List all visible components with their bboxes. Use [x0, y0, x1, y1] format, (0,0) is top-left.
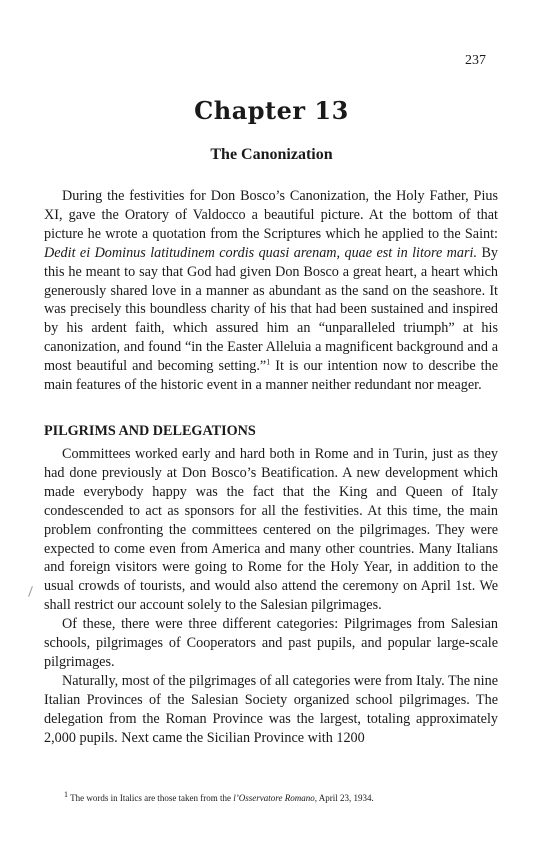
section-paragraph: Committees worked early and hard both in Rome and in Turin, just as they had done previously at Don Bosco’s Beatification. A new development which made everybody happy was the fact that the King and Queen of Italy condescended to act as sponsors for all the festivities. At this time, the main problem confronting the committees centered on the pilgrimages. They were expected to come even from America and many other countries. Many Italians and foreign visitors were going to Rome for the Holy Year, in addition to the usual crowds of tourists, and would also attend the ceremony on April 1st. We shall restrict our account solely to the Salesian pilgrimages.: [44, 446, 498, 614]
section-paragraph: Of these, there were three different categories: Pilgrimages from Salesian schools, pilgrimages of Cooperators and past pupils, and popular large-scale pilgrimages.: [44, 616, 498, 670]
paragraph-text: It is our intention now to describe the main features of the historic event in a manner neither redundant nor meager.: [44, 358, 498, 394]
footnote-text: April 23, 1934.: [316, 793, 374, 803]
footnote: [64, 790, 504, 803]
paragraph-text: By this he meant to say that God had given Don Bosco a great heart, a heart which generously shared love in a manner as abundant as the sand on the seashore. It was precisely this boundless charity of his that had been sustained and inspired by his ardent faith, which assured him an “unparalleled triumph” at his canonization, and found “in the Easter Alleluia a magnificent background and a most beautiful and becoming setting.”: [44, 244, 499, 375]
section-body: [44, 445, 498, 748]
opening-paragraph: [44, 187, 498, 395]
chapter-title: Chapter 13: [194, 96, 349, 125]
footnote-text: The words in Italics are those taken from the: [70, 793, 234, 803]
chapter-subtitle: The Canonization: [210, 146, 333, 163]
section-heading: PILGRIMS AND DELEGATIONS: [44, 423, 256, 439]
footnote-source: l’Osservatore Romano,: [233, 793, 317, 803]
margin-mark: [28, 586, 33, 597]
page-number: 237: [465, 53, 486, 68]
footnote-reference: 1: [266, 357, 271, 367]
latin-quotation: Dedit ei Dominus latitudinem cordis quasi arenam, quae est in litore mari.: [44, 244, 478, 261]
paragraph-text: During the festivities for Don Bosco’s Canonization, the Holy Father, Pius XI, gave the Oratory of Valdocco a beautiful picture. At the bottom of that picture he wrote a quotation from the Scriptures which he applied to the Saint:: [44, 188, 498, 242]
footnote-number: 1: [64, 790, 68, 799]
section-paragraph: Naturally, most of the pilgrimages of all categories were from Italy. The nine Italian Provinces of the Salesian Society organized school pilgrimages. The delegation from the Roman Province was the largest, totaling approximately 2,000 pupils. Next came the Sicilian Province with 1200: [44, 672, 498, 746]
